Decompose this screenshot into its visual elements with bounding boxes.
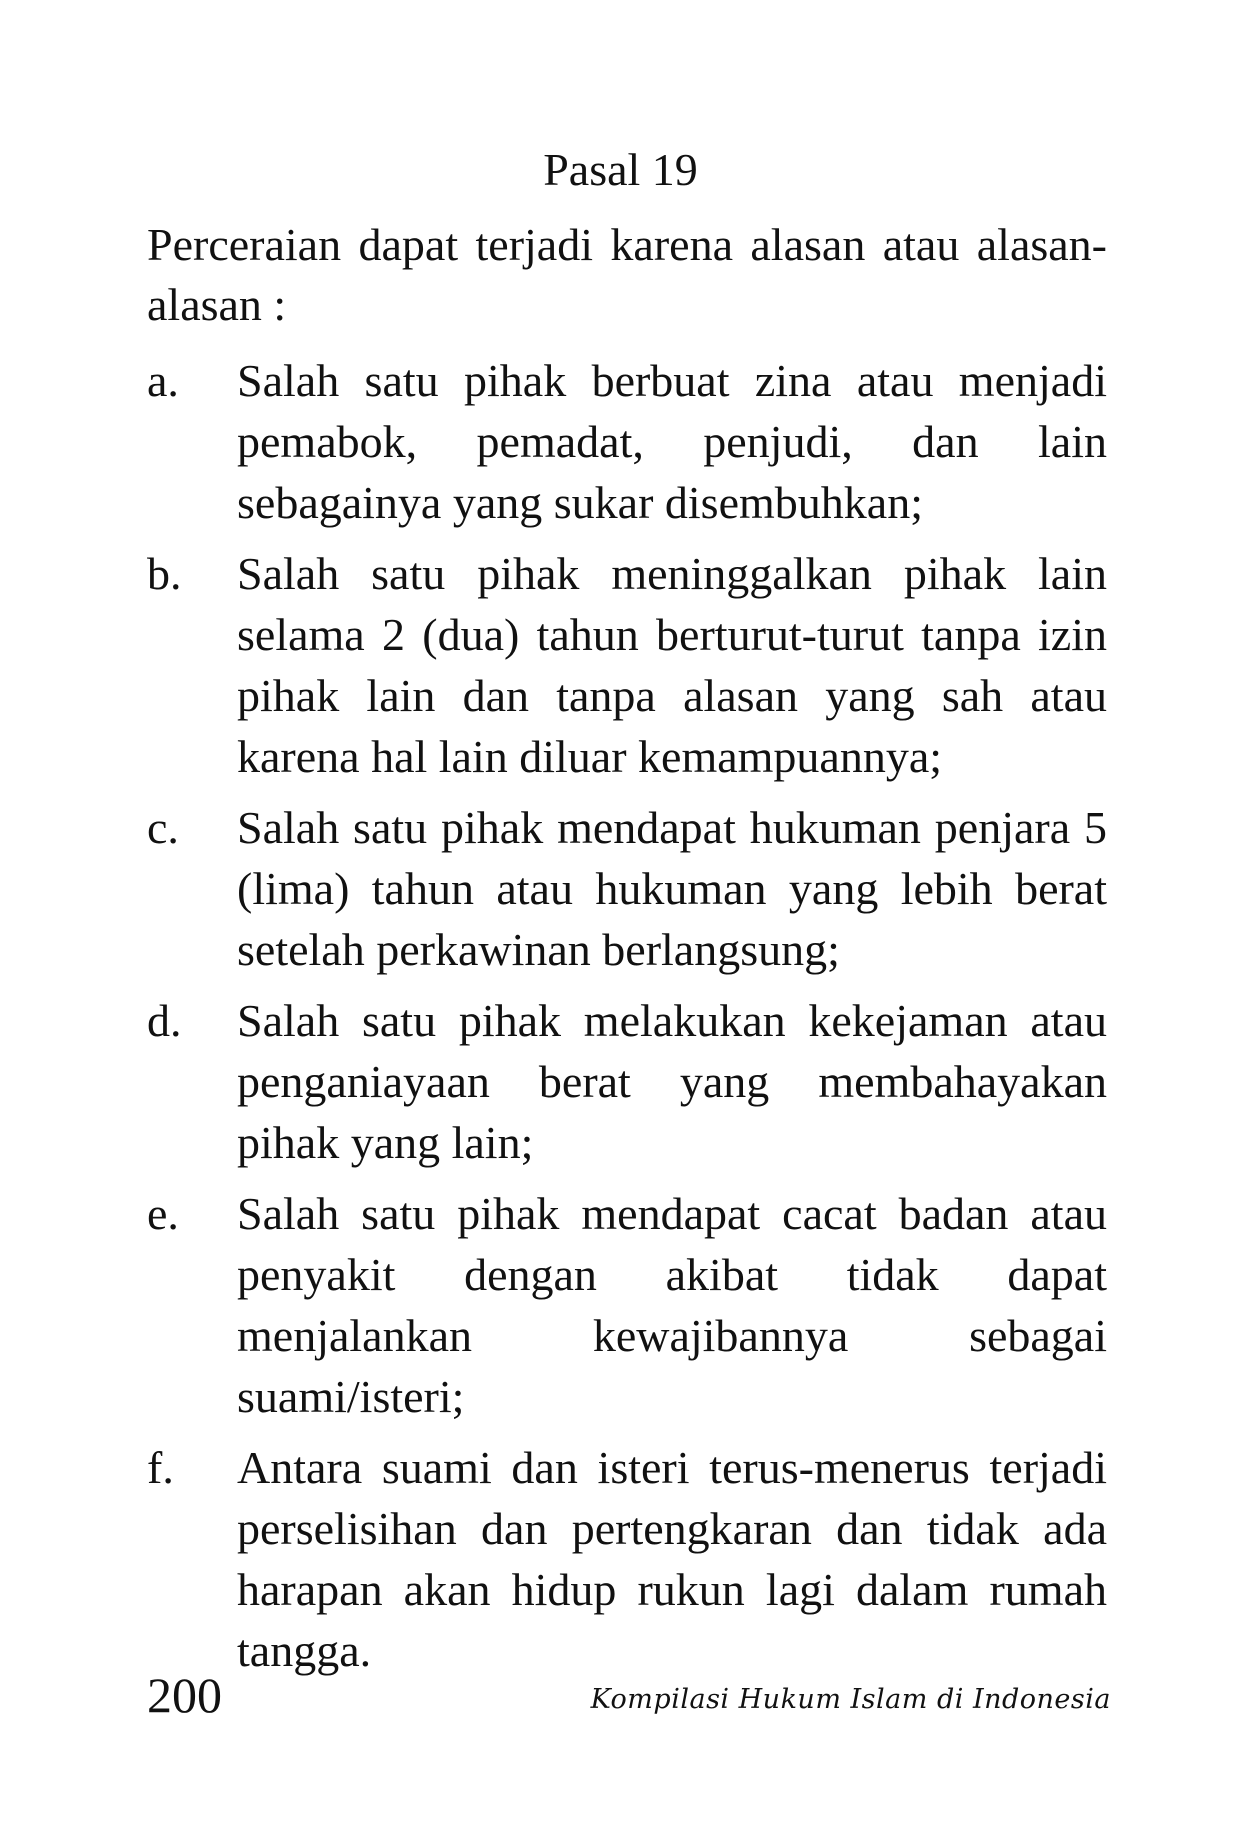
list-item-text: Antara suami dan isteri terus-menerus terjadi perselisihan dan pertengkaran dan tidak ada harapan akan hidup rukun lagi dalam rumah tangga.	[237, 1442, 1107, 1676]
page-number: 200	[147, 1667, 222, 1723]
list-item	[147, 1437, 1107, 1681]
list-marker: b.	[147, 548, 182, 599]
list-item	[147, 797, 1107, 980]
running-footer-title: Kompilasi Hukum Islam di Indonesia	[590, 1684, 1111, 1715]
list-item-text: Salah satu pihak berbuat zina atau menjadi pemabok, pemadat, penjudi, dan lain sebagainya yang sukar disembuhkan;	[237, 355, 1107, 528]
list-item-text: Salah satu pihak mendapat cacat badan atau penyakit dengan akibat tidak dapat menjalankan kewajibannya sebagai suami/isteri;	[237, 1188, 1107, 1422]
list-marker: e.	[147, 1188, 179, 1239]
list-marker: a.	[147, 355, 179, 406]
list-marker: f.	[147, 1442, 174, 1493]
list-marker: d.	[147, 995, 182, 1046]
article-heading: Pasal 19	[543, 144, 698, 195]
list-item-text: Salah satu pihak melakukan kekejaman atau penganiayaan berat yang membahayakan pihak yang lain;	[237, 995, 1107, 1168]
intro-paragraph: Perceraian dapat terjadi karena alasan atau alasan-alasan :	[147, 219, 1107, 330]
list-item	[147, 543, 1107, 787]
list-item	[147, 1183, 1107, 1427]
list-item	[147, 990, 1107, 1173]
list-marker: c.	[147, 802, 179, 853]
reasons-list	[147, 350, 1107, 1691]
list-item-text: Salah satu pihak meninggalkan pihak lain selama 2 (dua) tahun berturut-turut tanpa izin pihak lain dan tanpa alasan yang sah atau karena hal lain diluar kemampuannya;	[237, 548, 1107, 782]
list-item	[147, 350, 1107, 533]
list-item-text: Salah satu pihak mendapat hukuman penjara 5 (lima) tahun atau hukuman yang lebih berat setelah perkawinan berlangsung;	[237, 802, 1107, 975]
